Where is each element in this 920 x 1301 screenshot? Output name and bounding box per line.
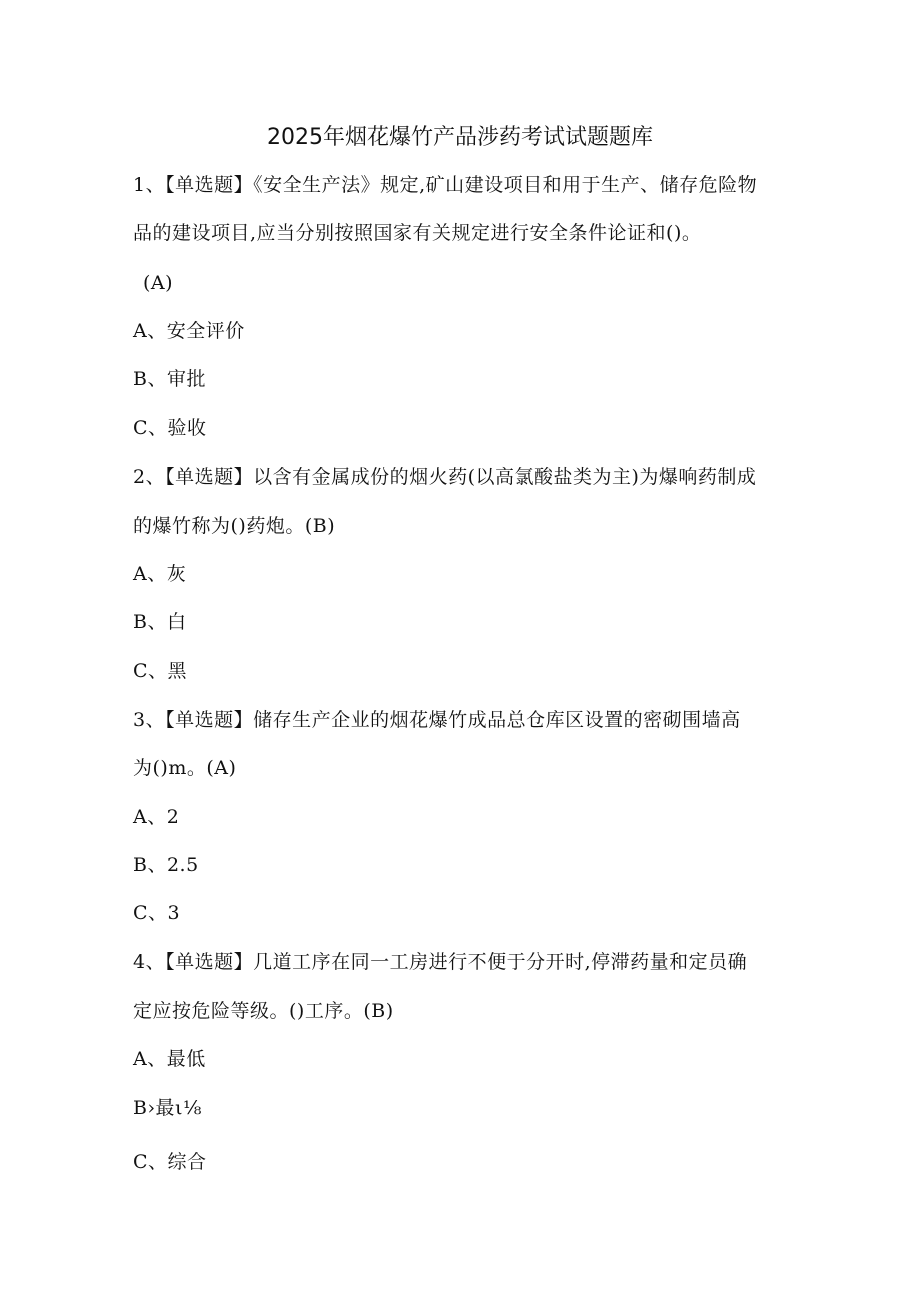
question-3-stem-line-1: 3、【单选题】储存生产企业的烟花爆竹成品总仓库区设置的密砌围墙高 [133, 709, 741, 731]
question-4-option-a: A、最低 [133, 1048, 206, 1070]
question-3-option-a: A、2 [133, 806, 180, 828]
document-title: 2025年烟花爆竹产品涉药考试试题题库 [267, 125, 653, 150]
question-1-stem-line-1: 1、【单选题】《安全生产法》规定,矿山建设项目和用于生产、储存危险物 [133, 174, 758, 196]
question-4-stem-line-2: 定应按危险等级。()工序。(B) [133, 1000, 394, 1022]
question-3-option-b: B、2.5 [133, 854, 199, 876]
question-2-stem-line-1: 2、【单选题】以含有金属成份的烟火药(以高氯酸盐类为主)为爆响药制成 [133, 466, 757, 488]
question-2-stem-line-2: 的爆竹称为()药炮。(B) [133, 515, 336, 537]
question-1-stem-line-2: 品的建设项目,应当分别按照国家有关规定进行安全条件论证和()。 [133, 222, 702, 244]
question-2-option-b: B、白 [133, 611, 187, 633]
question-4-option-b: B›最ι⅛ [133, 1097, 202, 1119]
question-3-option-c: C、3 [133, 902, 181, 924]
question-3-stem-line-2: 为()m。(A) [133, 757, 237, 779]
question-4-stem-line-1: 4、【单选题】几道工序在同一工房进行不便于分开时,停滞药量和定员确 [133, 951, 748, 973]
question-1-option-c: C、验收 [133, 417, 207, 439]
question-1-answer: (A) [143, 272, 174, 294]
question-4-option-c: C、综合 [133, 1151, 207, 1173]
question-1-option-b: B、审批 [133, 368, 206, 390]
question-1-option-a: A、安全评价 [133, 320, 245, 342]
question-2-option-c: C、黑 [133, 660, 188, 682]
question-2-option-a: A、灰 [133, 563, 187, 585]
